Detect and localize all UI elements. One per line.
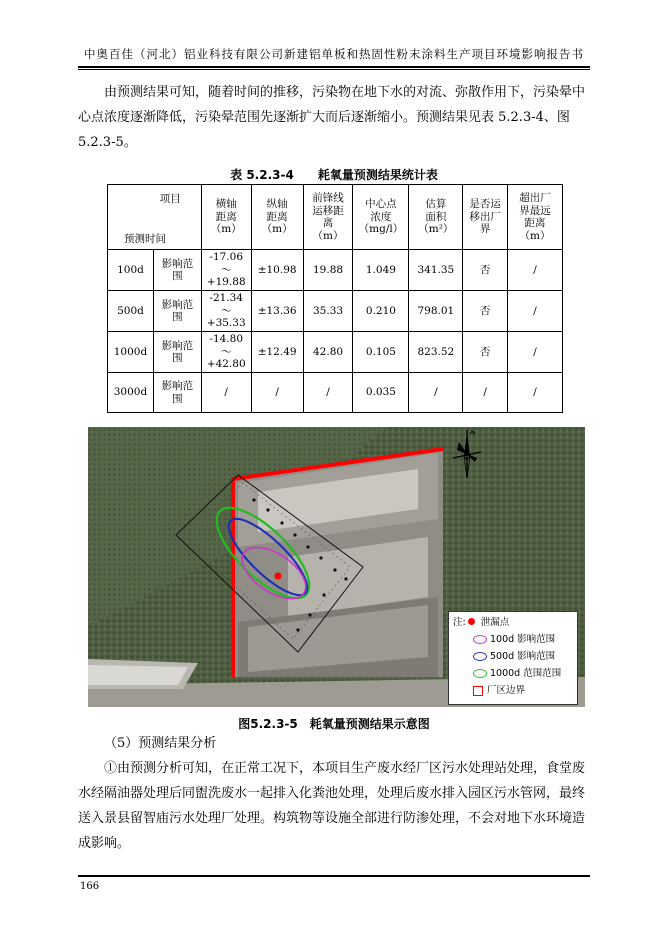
row-conc: 0.035 — [353, 373, 409, 413]
row-label: 影响范围 — [153, 291, 201, 332]
ellipse-icon — [473, 652, 487, 661]
header-rule-thin — [78, 69, 590, 70]
row-front: / — [303, 373, 353, 413]
results-table — [107, 184, 563, 413]
row-y: ±10.98 — [251, 250, 303, 291]
corner-item-label: 项目 — [159, 193, 181, 205]
row-max: / — [508, 250, 563, 291]
row-y: / — [251, 373, 303, 413]
row-max: / — [508, 332, 563, 373]
col-header-x: 横轴 距离 （m） — [201, 185, 251, 250]
section-heading: （5）预测结果分析 — [104, 736, 217, 751]
row-max: / — [508, 373, 563, 413]
row-label: 影响范围 — [153, 250, 201, 291]
page-number: 166 — [80, 881, 100, 892]
row-area: 341.35 — [409, 250, 463, 291]
legend-1000d: 1000d 范围范围 — [473, 667, 561, 680]
col-header-max: 超出厂 界最远 距离 （m） — [508, 185, 563, 250]
legend-100d: 100d 影响范围 — [473, 633, 555, 646]
row-label: 影响范围 — [153, 332, 201, 373]
row-time: 500d — [108, 291, 154, 332]
row-time: 1000d — [108, 332, 154, 373]
table-row — [108, 250, 563, 291]
row-y: ±13.36 — [251, 291, 303, 332]
row-conc: 0.105 — [353, 332, 409, 373]
row-conc: 1.049 — [353, 250, 409, 291]
ellipse-icon — [473, 635, 487, 644]
col-header-conc: 中心点 浓度 （mg/l） — [353, 185, 409, 250]
north-arrow-icon — [447, 428, 491, 480]
row-x: -14.80 ～ +42.80 — [201, 332, 251, 373]
table-corner-cell — [108, 185, 202, 250]
legend-boundary: 厂区边界 — [473, 684, 525, 697]
row-x: / — [201, 373, 251, 413]
row-x: -21.34 ～ +35.33 — [201, 291, 251, 332]
table-row — [108, 373, 563, 413]
corner-time-label: 预测时间 — [124, 232, 166, 245]
document-header: 中奥百佳（河北）铝业科技有限公司新建铝单板和热固性粉末涂料生产项目环境影响报告书 — [84, 47, 584, 61]
row-time: 100d — [108, 250, 154, 291]
row-y: ±12.49 — [251, 332, 303, 373]
row-conc: 0.210 — [353, 291, 409, 332]
row-out: / — [463, 373, 508, 413]
analysis-paragraph: ①由预测分析可知，在正常工况下，本项目生产废水经厂区污水处理站处理，食堂废水经隔油器处理后同盥洗废水一起排入化粪池处理，处理后废水排入园区污水管网，最终送入景县留智庙污水处理厂处理。构筑物等设施全部进行防渗处理，不会对地下水环境造成影响。 — [78, 761, 586, 851]
intro-paragraph: 由预测结果可知，随着时间的推移，污染物在地下水的对流、弥散作用下，污染晕中心点浓度逐渐降低，污染晕范围先逐渐扩大而后逐渐缩小。预测结果见表 5.2.3-4、图 5.2.3-5。 — [78, 85, 586, 150]
row-max: / — [508, 291, 563, 332]
footer-rule — [78, 875, 590, 877]
table-row — [108, 332, 563, 373]
row-front: 35.33 — [303, 291, 353, 332]
table-row — [108, 291, 563, 332]
row-time: 3000d — [108, 373, 154, 413]
row-area: 823.52 — [409, 332, 463, 373]
col-header-out: 是否运 移出厂 界 — [463, 185, 508, 250]
map-legend — [448, 611, 578, 705]
row-front: 19.88 — [303, 250, 353, 291]
row-area: / — [409, 373, 463, 413]
legend-leak: 注: 泄漏点 — [453, 617, 510, 628]
row-label: 影响范围 — [153, 373, 201, 413]
col-header-y: 纵轴 距离 （m） — [251, 185, 303, 250]
row-out: 否 — [463, 291, 508, 332]
boundary-square-icon — [473, 686, 483, 696]
table-title: 表 5.2.3-4 耗氧量预测结果统计表 — [230, 168, 438, 182]
figure-caption: 图5.2.3-5 耗氧量预测结果示意图 — [238, 717, 430, 731]
row-out: 否 — [463, 332, 508, 373]
row-area: 798.01 — [409, 291, 463, 332]
row-x: -17.06 ～ +19.88 — [201, 250, 251, 291]
col-header-area: 估算 面积 （m²） — [409, 185, 463, 250]
col-header-front: 前锋线 运移距 离 （m） — [303, 185, 353, 250]
header-rule — [78, 66, 590, 68]
legend-500d: 500d 影响范围 — [473, 650, 555, 663]
leak-point-icon — [468, 618, 475, 625]
ellipse-icon — [473, 669, 487, 678]
row-front: 42.80 — [303, 332, 353, 373]
row-out: 否 — [463, 250, 508, 291]
